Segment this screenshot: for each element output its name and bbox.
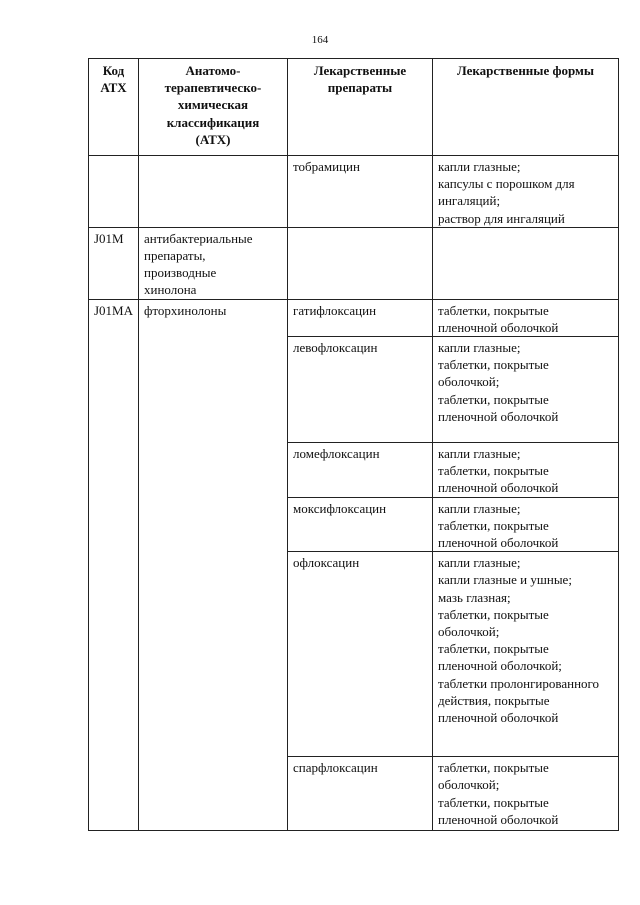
header-drugs: Лекарственные препараты bbox=[288, 59, 433, 156]
cell-classification bbox=[139, 156, 288, 228]
table-row bbox=[89, 156, 619, 228]
cell-forms: капли глазные; таблетки, покрытые пленочной оболочкой bbox=[433, 443, 619, 498]
cell-drug: офлоксацин bbox=[288, 552, 433, 757]
cell-forms: капли глазные; таблетки, покрытые пленочной оболочкой bbox=[433, 497, 619, 552]
cell-code bbox=[89, 156, 139, 228]
cell-forms: таблетки, покрытые оболочкой; таблетки, покрытые пленочной оболочкой bbox=[433, 757, 619, 831]
cell-forms: капли глазные; таблетки, покрытые оболочкой; таблетки, покрытые пленочной оболочкой bbox=[433, 337, 619, 443]
cell-classification: фторхинолоны bbox=[139, 299, 288, 831]
cell-code: J01M bbox=[89, 227, 139, 299]
cell-drug: левофлоксацин bbox=[288, 337, 433, 443]
page-number: 164 bbox=[311, 34, 329, 46]
header-classification: Анатомо- терапевтическо- химическая классификация (АТХ) bbox=[139, 59, 288, 156]
atx-table bbox=[88, 58, 619, 831]
cell-drug: ломефлоксацин bbox=[288, 443, 433, 498]
cell-drug: гатифлоксацин bbox=[288, 299, 433, 336]
cell-drug: тобрамицин bbox=[288, 156, 433, 228]
cell-forms: таблетки, покрытые пленочной оболочкой bbox=[433, 299, 619, 336]
table-header-row bbox=[89, 59, 619, 156]
header-forms: Лекарственные формы bbox=[433, 59, 619, 156]
header-code: Код АТХ bbox=[89, 59, 139, 156]
cell-drug bbox=[288, 227, 433, 299]
cell-code: J01MA bbox=[89, 299, 139, 831]
cell-classification: антибактериальные препараты, производные хинолона bbox=[139, 227, 288, 299]
cell-drug: спарфлоксацин bbox=[288, 757, 433, 831]
table-row bbox=[89, 227, 619, 299]
cell-drug: моксифлоксацин bbox=[288, 497, 433, 552]
cell-forms bbox=[433, 227, 619, 299]
table-row bbox=[89, 299, 619, 336]
cell-forms: капли глазные; капсулы с порошком для ингаляций; раствор для ингаляций bbox=[433, 156, 619, 228]
cell-forms: капли глазные; капли глазные и ушные; мазь глазная; таблетки, покрытые оболочкой; таблетки, покрытые пленочной оболочкой; таблетки пролонгированного действия, покрытые пленочной оболочкой bbox=[433, 552, 619, 757]
